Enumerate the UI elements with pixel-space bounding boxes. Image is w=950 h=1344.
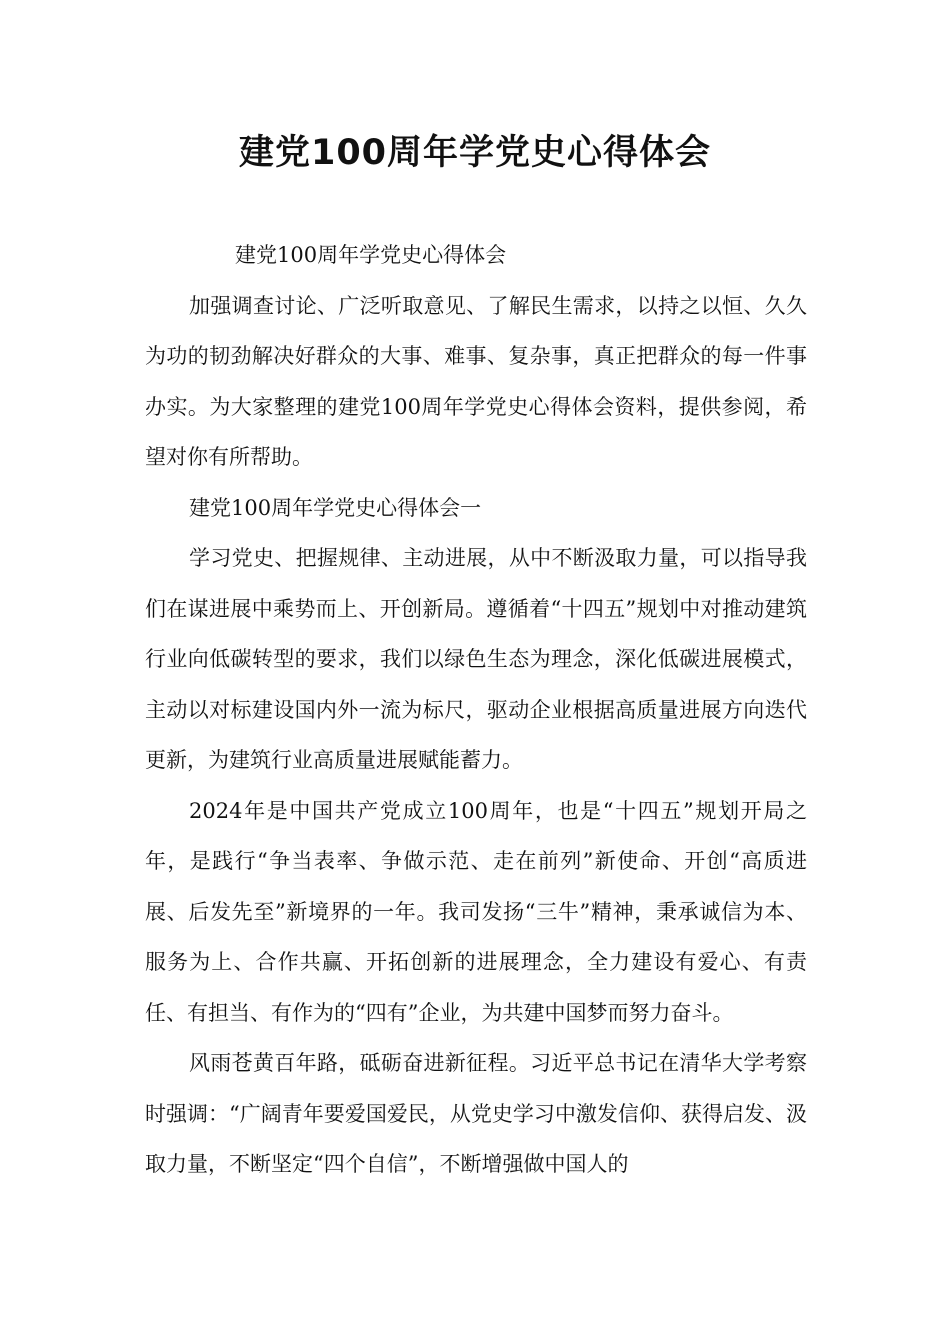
document-body (145, 230, 807, 1190)
body-subtitle: 建党100周年学党史心得体会 (235, 243, 507, 267)
paragraph-learning: 学习党史、把握规律、主动进展，从中不断汲取力量，可以指导我们在谋进展中乘势而上、开创新局。遵循着“十四五”规划中对推动建筑行业向低碳转型的要求，我们以绿色生态为理念，深化低碳进展模式，主动以对标建设国内外一流为标尺，驱动企业根据高质量进展方向迭代更新，为建筑行业高质量进展赋能蓄力。 (145, 546, 807, 772)
paragraph-new-journey: 风雨苍黄百年路，砥砺奋进新征程。习近平总书记在清华大学考察时强调：“广阔青年要爱国爱民，从党史学习中激发信仰、获得启发、汲取力量，不断坚定“四个自信”，不断增强做中国人的 (145, 1051, 807, 1176)
paragraph-intro: 加强调查讨论、广泛听取意见、了解民生需求，以持之以恒、久久为功的韧劲解决好群众的大事、难事、复杂事，真正把群众的每一件事办实。为大家整理的建党100周年学党史心得体会资料，提供参阅，希望对你有所帮助。 (145, 293, 807, 469)
document-title: 建党100周年学党史心得体会 (238, 133, 712, 173)
section-heading-one: 建党100周年学党史心得体会一 (189, 495, 482, 520)
paragraph-centenary: 2024年是中国共产党成立100周年，也是“十四五”规划开局之年，是践行“争当表率、争做示范、走在前列”新使命、开创“高质进展、后发先至”新境界的一年。我司发扬“三牛”精神，秉承诚信为本、服务为上、合作共赢、开拓创新的进展理念，全力建设有爱心、有责任、有担当、有作为的“四有”企业，为共建中国梦而努力奋斗。 (145, 798, 807, 1025)
